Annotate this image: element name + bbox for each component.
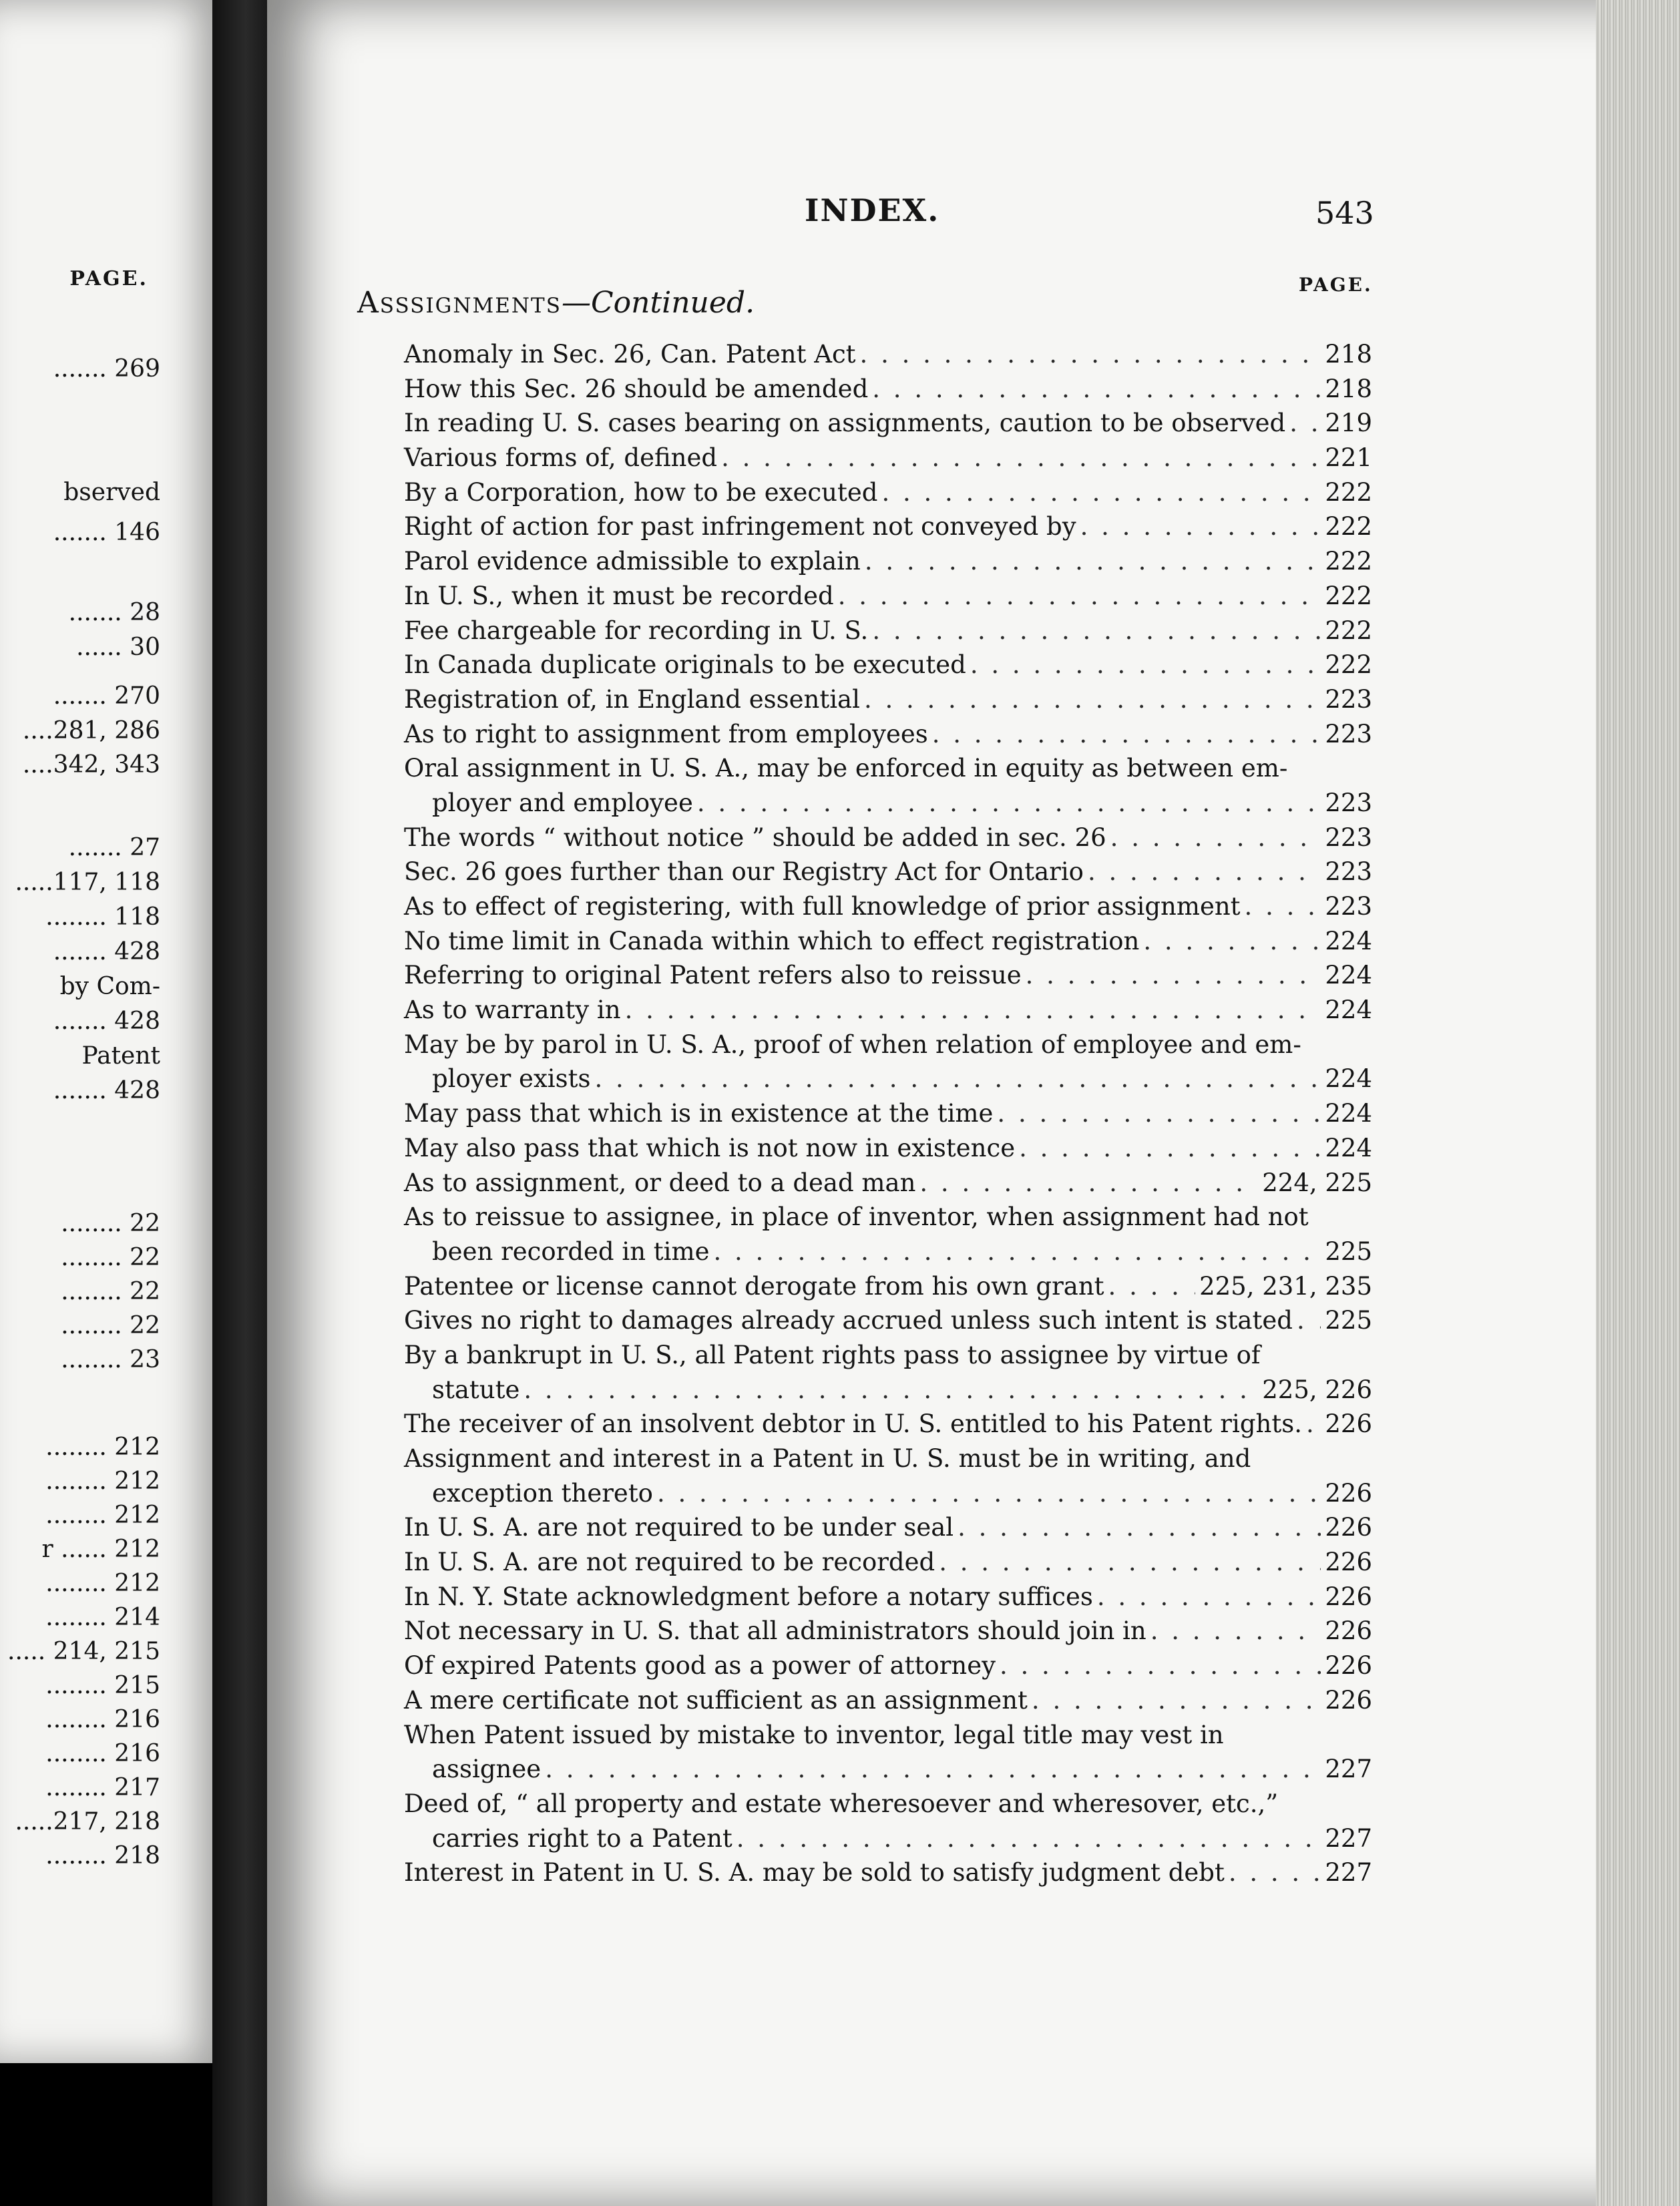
entry-page-ref: 222	[1325, 616, 1372, 645]
dot-leader	[1297, 1303, 1321, 1338]
entry-text: In U. S. A. are not required to be recorded	[404, 1548, 935, 1577]
entry-page-ref: 223	[1325, 823, 1372, 852]
left-page-line: ........ 218	[45, 1842, 160, 1869]
left-page-line: bserved	[63, 479, 160, 506]
entry-text: ployer and employee	[432, 788, 693, 817]
entry-text: Interest in Patent in U. S. A. may be sold to satisfy judgment debt	[404, 1858, 1225, 1888]
entry-page-ref: 227	[1325, 1755, 1372, 1784]
left-page-line: ........ 212	[45, 1468, 160, 1495]
dot-leader	[932, 717, 1321, 752]
entry-page-ref: 224	[1325, 1099, 1372, 1128]
entry-page-ref: 225, 226	[1262, 1375, 1372, 1404]
dot-leader	[737, 1821, 1321, 1856]
entry-page-ref: 226	[1325, 1478, 1372, 1508]
entry-page-ref: 223	[1325, 788, 1372, 817]
entry-page-ref: 222	[1325, 477, 1372, 507]
dot-leader	[1110, 821, 1321, 855]
entry-page-ref: 227	[1325, 1823, 1372, 1853]
dot-leader	[523, 1373, 1258, 1407]
left-page-line: ....... 146	[53, 519, 160, 546]
entry-text: As to effect of registering, with full knowledge of prior assignment	[404, 892, 1241, 921]
entry-text: Fee chargeable for recording in U. S.	[404, 616, 869, 645]
index-entry	[404, 475, 1372, 510]
index-entry	[404, 1028, 1372, 1096]
left-page-line: ........ 216	[45, 1706, 160, 1733]
index-entry	[404, 406, 1372, 441]
index-entry	[404, 1338, 1372, 1407]
entry-text: Deed of, “ all property and estate wheresoever and wheresover, etc.,”	[404, 1789, 1279, 1818]
index-entry	[404, 1855, 1372, 1890]
dot-leader	[872, 372, 1321, 407]
dot-leader	[545, 1752, 1321, 1787]
left-page-line: ........ 212	[45, 1433, 160, 1461]
dot-leader	[970, 648, 1321, 682]
entry-text: In N. Y. State acknowledgment before a notary suffices	[404, 1582, 1093, 1611]
entry-text: The words “ without notice ” should be added in sec. 26	[404, 823, 1106, 852]
entry-text: Of expired Patents good as a power of attorney	[404, 1651, 996, 1681]
dot-leader	[1019, 1131, 1321, 1166]
dot-leader	[713, 1235, 1321, 1269]
entry-page-ref: 219	[1325, 409, 1372, 438]
entry-text: In reading U. S. cases bearing on assignments, caution to be observed	[404, 409, 1286, 438]
section-heading	[357, 286, 755, 320]
entry-page-ref: 221	[1325, 443, 1372, 473]
entry-text: May be by parol in U. S. A., proof of when relation of employee and em-	[404, 1030, 1301, 1059]
dot-leader	[997, 1096, 1321, 1131]
entry-text: Oral assignment in U. S. A., may be enforced in equity as between em-	[404, 754, 1288, 783]
entry-text: As to reissue to assignee, in place of inventor, when assignment had not	[404, 1202, 1309, 1232]
entry-text: Referring to original Patent refers also to reissue	[404, 961, 1022, 990]
index-entry	[404, 1442, 1372, 1510]
dot-leader	[1229, 1855, 1321, 1890]
index-entry	[404, 993, 1372, 1028]
index-entry	[404, 1683, 1372, 1718]
left-page-line: ....... 428	[53, 938, 160, 965]
dot-leader	[872, 614, 1321, 648]
left-page	[0, 0, 227, 2063]
left-page-line: ....... 270	[53, 682, 160, 710]
entry-page-ref: 224	[1325, 996, 1372, 1025]
entry-page-ref: 225, 231, 235	[1199, 1271, 1372, 1301]
dot-leader	[1150, 1614, 1321, 1648]
index-entry	[404, 1787, 1372, 1855]
entry-page-ref: 226	[1325, 1582, 1372, 1611]
dot-leader	[1097, 1580, 1321, 1614]
index-entry	[404, 1718, 1372, 1787]
entry-text: Gives no right to damages already accrued unless such intent is stated	[404, 1306, 1293, 1335]
dot-leader	[881, 475, 1321, 510]
entry-page-ref: 224	[1325, 926, 1372, 955]
left-page-line: ........ 22	[61, 1210, 160, 1237]
entry-text: Sec. 26 goes further than our Registry Act for Ontario	[404, 857, 1084, 887]
dot-leader	[625, 993, 1321, 1028]
index-entry	[404, 717, 1372, 752]
index-entry	[404, 544, 1372, 579]
entry-text: ployer exists	[432, 1064, 591, 1094]
dot-leader	[721, 441, 1321, 475]
entry-page-ref: 226	[1325, 1409, 1372, 1439]
entry-text: been recorded in time	[432, 1237, 710, 1266]
entry-text: carries right to a Patent	[432, 1823, 732, 1853]
index-entry	[404, 441, 1372, 475]
entry-page-ref: 225	[1325, 1306, 1372, 1335]
page-title: INDEX.	[805, 192, 940, 228]
entry-page-ref: 227	[1325, 1858, 1372, 1888]
dot-leader	[697, 786, 1321, 821]
left-page-line: ....... 428	[53, 1077, 160, 1104]
left-page-line: ........ 22	[61, 1312, 160, 1339]
entry-text: May also pass that which is not now in existence	[404, 1133, 1016, 1162]
index-entry	[404, 1303, 1372, 1338]
left-page-line: ....281, 286	[22, 717, 160, 744]
dot-leader	[657, 1476, 1321, 1511]
entry-text: May pass that which is in existence at the time	[404, 1099, 994, 1128]
left-page-line: ........ 216	[45, 1740, 160, 1767]
index-entry	[404, 1510, 1372, 1545]
left-page-line: ........ 22	[61, 1278, 160, 1305]
section-continued: —Continued.	[561, 286, 755, 320]
entry-text: exception thereto	[432, 1478, 653, 1508]
left-page-line: ....... 428	[53, 1008, 160, 1035]
page-number: 543	[1315, 195, 1374, 231]
dot-leader	[864, 682, 1321, 717]
index-entry	[404, 1131, 1372, 1166]
dot-leader	[1143, 924, 1321, 959]
left-page-line: .....117, 118	[15, 869, 160, 896]
index-entry	[404, 614, 1372, 648]
entry-text: Anomaly in Sec. 26, Can. Patent Act	[404, 340, 856, 369]
dot-leader	[1108, 1269, 1196, 1304]
left-page-line: ....342, 343	[22, 751, 160, 779]
entry-page-ref: 223	[1325, 892, 1372, 921]
dot-leader	[1080, 509, 1321, 544]
left-page-line: ...... 30	[76, 634, 160, 661]
entry-text: In U. S., when it must be recorded	[404, 581, 834, 610]
index-entry	[404, 855, 1372, 889]
dot-leader	[838, 579, 1321, 614]
left-page-line: ........ 22	[61, 1244, 160, 1271]
index-entries	[404, 337, 1372, 1890]
entry-page-ref: 222	[1325, 512, 1372, 541]
entry-text: assignee	[432, 1755, 542, 1784]
index-entry	[404, 1648, 1372, 1683]
index-entry	[404, 889, 1372, 924]
left-page-line: ........ 217	[45, 1774, 160, 1801]
dot-leader	[919, 1166, 1258, 1200]
entry-page-ref: 225	[1325, 1237, 1372, 1266]
index-entry	[404, 821, 1372, 855]
entry-page-ref: 226	[1325, 1513, 1372, 1542]
dot-leader	[860, 337, 1321, 372]
left-page-line: ........ 23	[61, 1346, 160, 1373]
entry-page-ref: 224	[1325, 961, 1372, 990]
dot-leader	[1032, 1683, 1321, 1718]
index-entry	[404, 337, 1372, 372]
index-entry	[404, 1580, 1372, 1614]
left-page-heading: PAGE.	[69, 267, 148, 290]
entry-text: As to assignment, or deed to a dead man	[404, 1168, 916, 1197]
dot-leader	[1289, 406, 1321, 441]
left-page-line: ........ 212	[45, 1502, 160, 1529]
entry-text: By a bankrupt in U. S., all Patent rights pass to assignee by virtue of	[404, 1340, 1261, 1369]
left-page-line: ........ 212	[45, 1570, 160, 1597]
index-entry	[404, 958, 1372, 993]
left-page-line: ........ 214	[45, 1604, 160, 1631]
dot-leader	[1088, 855, 1321, 889]
index-entry	[404, 1614, 1372, 1648]
index-entry	[404, 1545, 1372, 1580]
index-entry	[404, 1407, 1372, 1442]
entry-page-ref: 226	[1325, 1616, 1372, 1646]
entry-text: As to right to assignment from employees	[404, 719, 928, 748]
dot-leader	[1026, 958, 1321, 993]
entry-text: The receiver of an insolvent debtor in U. S. entitled to his Patent rights.	[404, 1409, 1302, 1439]
entry-page-ref: 222	[1325, 650, 1372, 680]
dot-leader	[1306, 1407, 1321, 1442]
entry-text: statute	[432, 1375, 520, 1404]
entry-text: In U. S. A. are not required to be under seal	[404, 1513, 954, 1542]
entry-page-ref: 224, 225	[1262, 1168, 1372, 1197]
entry-page-ref: 224	[1325, 1064, 1372, 1094]
entry-page-ref: 218	[1325, 340, 1372, 369]
page-column-label: PAGE.	[1299, 274, 1373, 296]
entry-page-ref: 226	[1325, 1685, 1372, 1715]
entry-page-ref: 222	[1325, 547, 1372, 576]
index-entry	[404, 1200, 1372, 1269]
entry-page-ref: 226	[1325, 1651, 1372, 1681]
left-page-line: ....... 28	[68, 599, 160, 626]
left-page-line: by Com-	[59, 973, 160, 1000]
entry-text: How this Sec. 26 should be amended	[404, 374, 869, 403]
page-edges	[1596, 0, 1680, 2206]
entry-text: Right of action for past infringement not conveyed by	[404, 512, 1076, 541]
entry-page-ref: 223	[1325, 857, 1372, 887]
index-entry	[404, 1096, 1372, 1131]
entry-text: As to warranty in	[404, 996, 621, 1025]
section-title: Asssignments	[357, 286, 562, 320]
left-page-line: ..... 214, 215	[7, 1638, 160, 1665]
dot-leader	[958, 1510, 1321, 1545]
entry-page-ref: 224	[1325, 1133, 1372, 1162]
entry-text: Parol evidence admissible to explain	[404, 547, 861, 576]
left-page-line: r ...... 212	[41, 1536, 160, 1563]
entry-text: Patentee or license cannot derogate from his own grant	[404, 1271, 1104, 1301]
index-entry	[404, 1269, 1372, 1304]
index-entry	[404, 648, 1372, 682]
left-page-line: .....217, 218	[15, 1808, 160, 1835]
entry-text: By a Corporation, how to be executed	[404, 477, 878, 507]
index-entry	[404, 579, 1372, 614]
entry-page-ref: 218	[1325, 374, 1372, 403]
entry-text: In Canada duplicate originals to be executed	[404, 650, 966, 680]
entry-text: Assignment and interest in a Patent in U. S. must be in writing, and	[404, 1444, 1251, 1473]
entry-text: Registration of, in England essential	[404, 684, 860, 714]
left-page-line: ....... 27	[68, 834, 160, 861]
dot-leader	[865, 544, 1321, 579]
index-entry	[404, 509, 1372, 544]
dot-leader	[939, 1545, 1321, 1580]
left-page-line: Patent	[81, 1042, 160, 1070]
entry-text: Various forms of, defined	[404, 443, 718, 473]
entry-page-ref: 223	[1325, 719, 1372, 748]
dot-leader	[1245, 889, 1321, 924]
dot-leader	[594, 1062, 1321, 1096]
entry-page-ref: 223	[1325, 684, 1372, 714]
index-entry	[404, 751, 1372, 820]
left-page-line: ........ 118	[45, 903, 160, 931]
entry-text: A mere certificate not sufficient as an assignment	[404, 1685, 1028, 1715]
entry-text: Not necessary in U. S. that all administrators should join in	[404, 1616, 1146, 1646]
index-entry	[404, 1166, 1372, 1200]
entry-text: No time limit in Canada within which to effect registration	[404, 926, 1140, 955]
dot-leader	[1000, 1648, 1321, 1683]
left-page-line: ....... 269	[53, 355, 160, 383]
index-entry	[404, 372, 1372, 407]
left-page-line: ........ 215	[45, 1672, 160, 1699]
index-entry	[404, 682, 1372, 717]
entry-page-ref: 226	[1325, 1548, 1372, 1577]
index-entry	[404, 924, 1372, 959]
entry-text: When Patent issued by mistake to inventor, legal title may vest in	[404, 1720, 1224, 1749]
entry-page-ref: 222	[1325, 581, 1372, 610]
